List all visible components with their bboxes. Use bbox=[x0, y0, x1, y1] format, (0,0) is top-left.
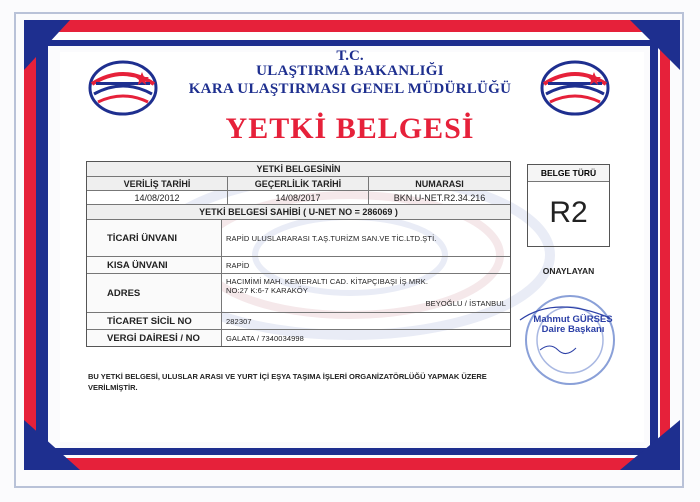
tax-label: VERGİ DAİRESİ / NO bbox=[87, 330, 222, 346]
issue-date-value: 14/08/2012 bbox=[87, 191, 228, 204]
header-line-tc: T.C. bbox=[336, 48, 364, 64]
header-line-ministry: ULAŞTIRMA BAKANLIĞI bbox=[256, 63, 444, 79]
approval-label: ONAYLAYAN bbox=[542, 266, 595, 276]
certificate-table bbox=[86, 161, 511, 347]
address-line-2: NO:27 K:6-7 KARAKÖY bbox=[226, 286, 308, 295]
address-value bbox=[222, 274, 510, 312]
footer-statement: BU YETKİ BELGESİ, ULUSLAR ARASI VE YURT İÇİ EŞYA TAŞIMA İŞLERİ ORGANİZATÖRLÜĞÜ YAPMAK ÜZERE VERİLMİŞTİR. bbox=[88, 372, 487, 392]
address-line-1: HACIMİMİ MAH. KEMERALTI CAD. KİTAPÇIBAŞI İŞ MRK. bbox=[226, 277, 429, 286]
document-type-code: R2 bbox=[549, 196, 588, 229]
signer-title: Daire Başkanı bbox=[541, 324, 605, 335]
signature-block bbox=[513, 315, 633, 335]
trade-name-label: TİCARİ ÜNVANI bbox=[87, 220, 222, 256]
certificate-title: YETKİ BELGESİ bbox=[225, 112, 475, 145]
document-type-caption: BELGE TÜRÜ bbox=[528, 165, 609, 182]
header-line-directorate: KARA ULAŞTIRMASI GENEL MÜDÜRLÜĞÜ bbox=[188, 81, 512, 97]
registry-label: TİCARET SİCİL NO bbox=[87, 313, 222, 329]
section-title: YETKİ BELGESİNİN bbox=[87, 162, 510, 176]
number-value: BKN.U-NET.R2.34.216 bbox=[393, 192, 486, 203]
short-name-value: RAPİD bbox=[226, 260, 250, 270]
column-issue-date: VERİLİŞ TARİHİ bbox=[87, 177, 228, 190]
official-stamp bbox=[500, 290, 630, 400]
document-type-box bbox=[527, 164, 610, 247]
trade-name-value: RAPİD ULUSLARARASI T.AŞ.TURİZM SAN.VE TİC.LTD.ŞTİ. bbox=[226, 233, 437, 243]
short-name-label: KISA ÜNVANI bbox=[87, 257, 222, 273]
signer-name: Mahmut GÜRSES bbox=[533, 314, 613, 325]
validity-date-value: 14/08/2017 bbox=[228, 191, 369, 204]
column-number: NUMARASI bbox=[369, 177, 510, 190]
tax-value: GALATA / 7340034998 bbox=[226, 333, 304, 343]
column-validity-date: GEÇERLİLİK TARİHİ bbox=[228, 177, 369, 190]
holder-title: YETKİ BELGESİ SAHİBİ ( U-NET NO = 286069 ) bbox=[87, 205, 510, 219]
address-label: ADRES bbox=[87, 274, 222, 312]
address-city: BEYOĞLU / İSTANBUL bbox=[425, 299, 506, 308]
registry-value: 282307 bbox=[226, 316, 252, 326]
